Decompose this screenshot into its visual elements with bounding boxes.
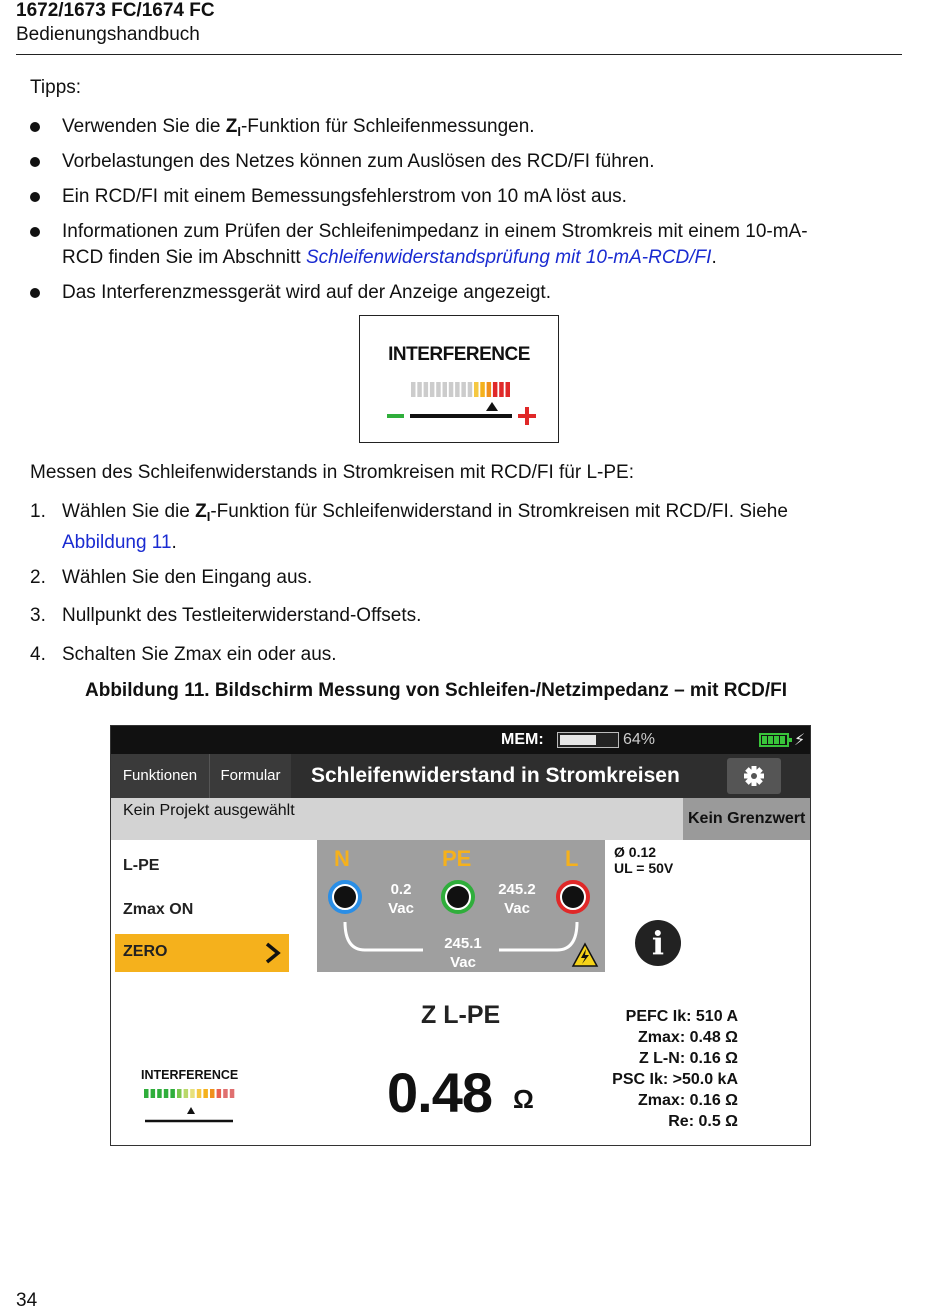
bullet-icon bbox=[30, 157, 40, 167]
memory-bar-fill bbox=[560, 735, 596, 745]
bullet-icon bbox=[30, 288, 40, 298]
tip-item: Das Interferenzmessgerät wird auf der Anzeige angezeigt. bbox=[62, 282, 551, 303]
mini-pointer-icon bbox=[187, 1107, 195, 1114]
interference-bar bbox=[449, 382, 454, 397]
interference-bar bbox=[487, 382, 492, 397]
page-number: 34 bbox=[16, 1290, 38, 1311]
interference-bar bbox=[436, 382, 441, 397]
result-line: Re: 0.5 Ω bbox=[668, 1113, 738, 1130]
step-number: 2. bbox=[30, 567, 46, 588]
figure-caption: Abbildung 11. Bildschirm Messung von Schleifen-/Netzimpedanz – mit RCD/FI bbox=[85, 680, 788, 701]
input-lpe-button[interactable]: L-PE bbox=[123, 857, 160, 874]
warning-icon bbox=[571, 942, 599, 968]
step-number: 1. bbox=[30, 501, 46, 522]
zmax-toggle-button[interactable]: Zmax ON bbox=[123, 901, 194, 918]
top-toolbar bbox=[111, 754, 810, 798]
interference-bar bbox=[430, 382, 435, 397]
step-number: 3. bbox=[30, 605, 46, 626]
terminal-n-label: N bbox=[334, 846, 350, 871]
minus-icon bbox=[387, 414, 404, 418]
interference-bar bbox=[499, 382, 504, 397]
bullet-icon bbox=[30, 192, 40, 202]
voltage-n-l: 245.1 Vac bbox=[444, 935, 482, 971]
gear-icon bbox=[727, 758, 781, 794]
project-label: Kein Projekt ausgewählt bbox=[123, 802, 295, 819]
terminal-pe-label: PE bbox=[442, 846, 472, 871]
interference-bar bbox=[455, 382, 460, 397]
screen-title: Schleifenwiderstand in Stromkreisen bbox=[311, 764, 680, 787]
terminal-connection-lines bbox=[317, 840, 605, 972]
status-bar bbox=[111, 726, 810, 754]
form-tab[interactable]: Formular bbox=[209, 754, 291, 798]
result-line: PEFC Ik: 510 A bbox=[625, 1008, 738, 1025]
figure-11-link[interactable]: Abbildung 11 bbox=[62, 532, 172, 553]
interference-bar bbox=[480, 382, 485, 397]
tip-item: Informationen zum Prüfen der Schleifenimpedanz in einem Stromkreis mit einem 10-mA- RCD finden Sie im Abschnitt Schleifenwiderstandsprüfung mit 10-mA-RCD/FI. bbox=[62, 221, 808, 268]
mini-interference-bar bbox=[223, 1089, 228, 1098]
plus-icon-vertical bbox=[525, 407, 529, 425]
step-item: Nullpunkt des Testleiterwiderstand-Offsets. bbox=[62, 605, 422, 626]
interference-bar bbox=[474, 382, 479, 397]
header-divider bbox=[16, 54, 902, 55]
interference-meter-graphic bbox=[360, 316, 560, 444]
interference-bar bbox=[424, 382, 429, 397]
mini-interference-bar bbox=[151, 1089, 156, 1098]
tips-heading: Tipps: bbox=[30, 77, 82, 98]
interference-bar bbox=[493, 382, 498, 397]
info-icon[interactable]: i bbox=[635, 920, 681, 966]
interference-title: INTERFERENCE bbox=[388, 344, 530, 365]
step-number: 4. bbox=[30, 644, 46, 665]
result-line: Zmax: 0.16 Ω bbox=[638, 1092, 738, 1109]
main-measurement-value: 0.48 bbox=[387, 1061, 492, 1124]
step-item: Wählen Sie den Eingang aus. bbox=[62, 567, 313, 588]
manual-subtitle: Bedienungshandbuch bbox=[16, 24, 200, 45]
device-screen bbox=[110, 725, 811, 1146]
mini-interference-bar bbox=[217, 1089, 222, 1098]
memory-percent: 64% bbox=[623, 731, 656, 748]
memory-label: MEM: bbox=[501, 731, 544, 748]
step-item: Wählen Sie die $Z_I$-Funktion für Schleifenwiderstand in Stromkreisen mit RCD/FI. Siehe Abbildung 11. bbox=[62, 501, 788, 553]
result-line: Z L-N: 0.16 Ω bbox=[638, 1050, 738, 1067]
mini-interference-meter bbox=[143, 1084, 253, 1124]
mini-interference-bar bbox=[144, 1089, 149, 1098]
settings-button[interactable] bbox=[727, 758, 781, 794]
interference-bar bbox=[411, 382, 416, 397]
mini-interference-bar bbox=[210, 1089, 215, 1098]
mini-interference-bar bbox=[164, 1089, 169, 1098]
memory-bar bbox=[557, 732, 619, 748]
limit-button[interactable]: Kein Grenzwert bbox=[683, 798, 810, 840]
mini-interference-bar bbox=[157, 1089, 162, 1098]
setting-resistance: Ø 0.12 bbox=[614, 844, 657, 860]
charging-bolt-icon: ⚡ bbox=[794, 732, 806, 749]
interference-bar bbox=[417, 382, 422, 397]
loop-test-10ma-link[interactable]: Schleifenwiderstandsprüfung mit 10-mA-RCD/FI bbox=[305, 247, 712, 268]
functions-tab[interactable]: Funktionen bbox=[111, 754, 209, 798]
setting-ul: UL = 50V bbox=[614, 860, 674, 876]
zero-button[interactable] bbox=[115, 934, 289, 972]
interference-pointer-icon bbox=[486, 402, 498, 411]
mini-interference-bar bbox=[184, 1089, 189, 1098]
mini-interference-bar bbox=[230, 1089, 235, 1098]
project-bar[interactable] bbox=[111, 798, 683, 840]
mini-interference-label: INTERFERENCE bbox=[141, 1068, 239, 1082]
steps-intro: Messen des Schleifenwiderstands in Stromkreisen mit RCD/FI für L-PE: bbox=[30, 462, 634, 483]
mini-interference-bar bbox=[197, 1089, 202, 1098]
voltage-pe-l: 245.2 Vac bbox=[498, 881, 536, 917]
voltage-n-pe: 0.2 Vac bbox=[388, 881, 414, 917]
interference-bar bbox=[443, 382, 448, 397]
result-line: PSC Ik: >50.0 kA bbox=[612, 1071, 738, 1088]
interference-bar bbox=[461, 382, 466, 397]
bullet-icon bbox=[30, 227, 40, 237]
mini-interference-bar bbox=[203, 1089, 208, 1098]
mini-interference-bar bbox=[170, 1089, 175, 1098]
battery-icon bbox=[759, 733, 789, 747]
mini-interference-bar bbox=[177, 1089, 182, 1098]
measurement-label: Z L-PE bbox=[421, 1001, 501, 1029]
tip-item: Verwenden Sie die $Z_I$-Funktion für Schleifenmessungen. bbox=[62, 116, 535, 139]
interference-bar bbox=[506, 382, 511, 397]
interference-bar bbox=[468, 382, 473, 397]
step-item: Schalten Sie Zmax ein oder aus. bbox=[62, 644, 337, 665]
main-measurement-unit: Ω bbox=[513, 1084, 534, 1114]
tip-item: Vorbelastungen des Netzes können zum Auslösen des RCD/FI führen. bbox=[62, 151, 655, 172]
terminal-l-label: L bbox=[565, 846, 579, 871]
result-line: Zmax: 0.48 Ω bbox=[638, 1029, 738, 1046]
mini-interference-bar bbox=[190, 1089, 195, 1098]
interference-meter-illustration bbox=[359, 315, 559, 443]
bullet-icon bbox=[30, 122, 40, 132]
manual-model-title: 1672/1673 FC/1674 FC bbox=[16, 0, 215, 21]
zero-label: ZERO bbox=[123, 943, 168, 960]
tip-item: Ein RCD/FI mit einem Bemessungsfehlerstrom von 10 mA löst aus. bbox=[62, 186, 627, 207]
terminal-voltage-panel bbox=[317, 840, 605, 972]
chevron-right-icon bbox=[263, 941, 283, 965]
